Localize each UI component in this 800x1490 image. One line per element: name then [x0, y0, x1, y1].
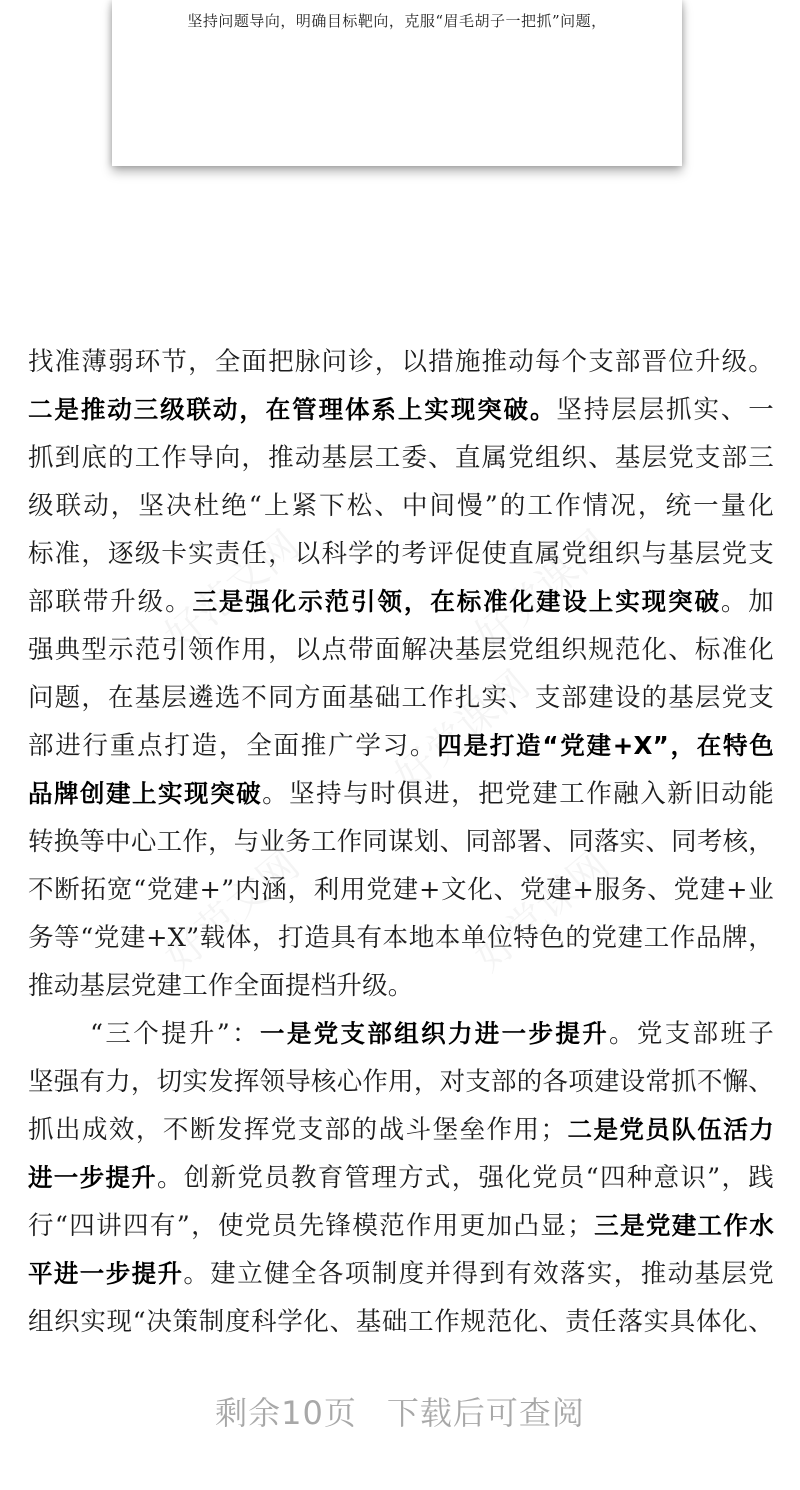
text-run: 标准，逐级卡实责任，以科学的考评促使直属党组织与基层党支 [28, 539, 774, 569]
text-line [28, 1250, 774, 1298]
previous-page-text: 坚持问题导向，明确目标靶向，克服“眉毛胡子一把抓”问题， [187, 12, 607, 30]
text-line [28, 914, 774, 962]
text-line [28, 386, 774, 434]
text-run: 级联动，坚决杜绝“上紧下松、中间慢”的工作情况，统一量化 [28, 491, 774, 521]
text-run: 坚持层层抓实、一 [556, 395, 775, 425]
bold-heading: 三是强化示范引领，在标准化建设上实现突破 [192, 587, 721, 616]
text-line [28, 1010, 774, 1058]
bold-heading: 平进一步提升 [28, 1259, 184, 1288]
text-line [28, 626, 774, 674]
download-to-view-label[interactable]: 下载后可查阅 [386, 1394, 585, 1432]
text-line [28, 482, 774, 530]
text-line [28, 962, 774, 1010]
text-run: 务等“党建+X”载体，打造具有本地本单位特色的党建工作品牌， [28, 923, 774, 953]
download-prompt[interactable] [0, 1388, 800, 1434]
text-run: 部联带升级。 [28, 587, 193, 617]
text-line [28, 1298, 774, 1346]
bold-heading: 进一步提升 [28, 1163, 157, 1192]
bold-heading: 二是党员队伍活力 [566, 1115, 774, 1144]
bold-heading: 一是党支部组织力进一步提升 [260, 1019, 610, 1048]
text-run: 组织实现“决策制度科学化、基础工作规范化、责任落实具体化、 [28, 1307, 774, 1337]
document-body [28, 338, 774, 1346]
bold-heading: 四是打造“党建+X”，在特色 [437, 731, 774, 760]
text-run: 部进行重点打造，全面推广学习。 [28, 731, 438, 761]
text-run: 强典型示范引领作用，以点带面解决基层党组织规范化、标准化 [28, 635, 774, 665]
text-line [28, 770, 774, 818]
bold-heading: 三是党建工作水 [592, 1211, 774, 1240]
text-line [28, 1106, 774, 1154]
text-run: 。党支部班子 [609, 1019, 774, 1049]
text-line [28, 434, 774, 482]
text-line [28, 1058, 774, 1106]
text-line [28, 1202, 774, 1250]
text-run: 问题，在基层遴选不同方面基础工作扎实、支部建设的基层党支 [28, 683, 774, 713]
text-run: 不断拓宽“党建+”内涵，利用党建+文化、党建+服务、党建+业 [28, 875, 774, 905]
text-run: “三个提升”： [90, 1019, 261, 1049]
text-line [28, 530, 774, 578]
text-line [28, 866, 774, 914]
text-line [28, 1154, 774, 1202]
text-run: 转换等中心工作，与业务工作同谋划、同部署、同落实、同考核， [28, 827, 774, 857]
text-run: 。创新党员教育管理方式，强化党员“四种意识”，践 [156, 1163, 774, 1193]
text-run: 。坚持与时俱进，把党建工作融入新旧动能 [262, 779, 774, 809]
text-run: 坚强有力，切实发挥领导核心作用，对支部的各项建设常抓不懈、 [28, 1067, 774, 1097]
text-run: 抓到底的工作导向，推动基层工委、直属党组织、基层党支部三 [28, 443, 774, 473]
bold-heading: 二是推动三级联动，在管理体系上实现突破。 [28, 395, 557, 424]
text-line [28, 722, 774, 770]
text-line [28, 338, 774, 386]
text-line [28, 674, 774, 722]
previous-page-preview [112, 0, 682, 166]
text-run: 行“四讲四有”，使党员先锋模范作用更加凸显； [28, 1211, 593, 1241]
text-run: 推动基层党建工作全面提档升级。 [28, 971, 414, 1001]
text-run: 抓出成效，不断发挥党支部的战斗堡垒作用； [28, 1115, 567, 1145]
text-line [28, 578, 774, 626]
text-run: 。加 [720, 587, 775, 617]
bold-heading: 品牌创建上实现突破 [28, 779, 263, 808]
text-run: 找准薄弱环节，全面把脉问诊，以措施推动每个支部晋位升级。 [28, 347, 774, 377]
text-run: 。建立健全各项制度并得到有效落实，推动基层党 [183, 1259, 775, 1289]
text-line [28, 818, 774, 866]
remaining-pages-label[interactable]: 剩余10页 [215, 1394, 357, 1432]
